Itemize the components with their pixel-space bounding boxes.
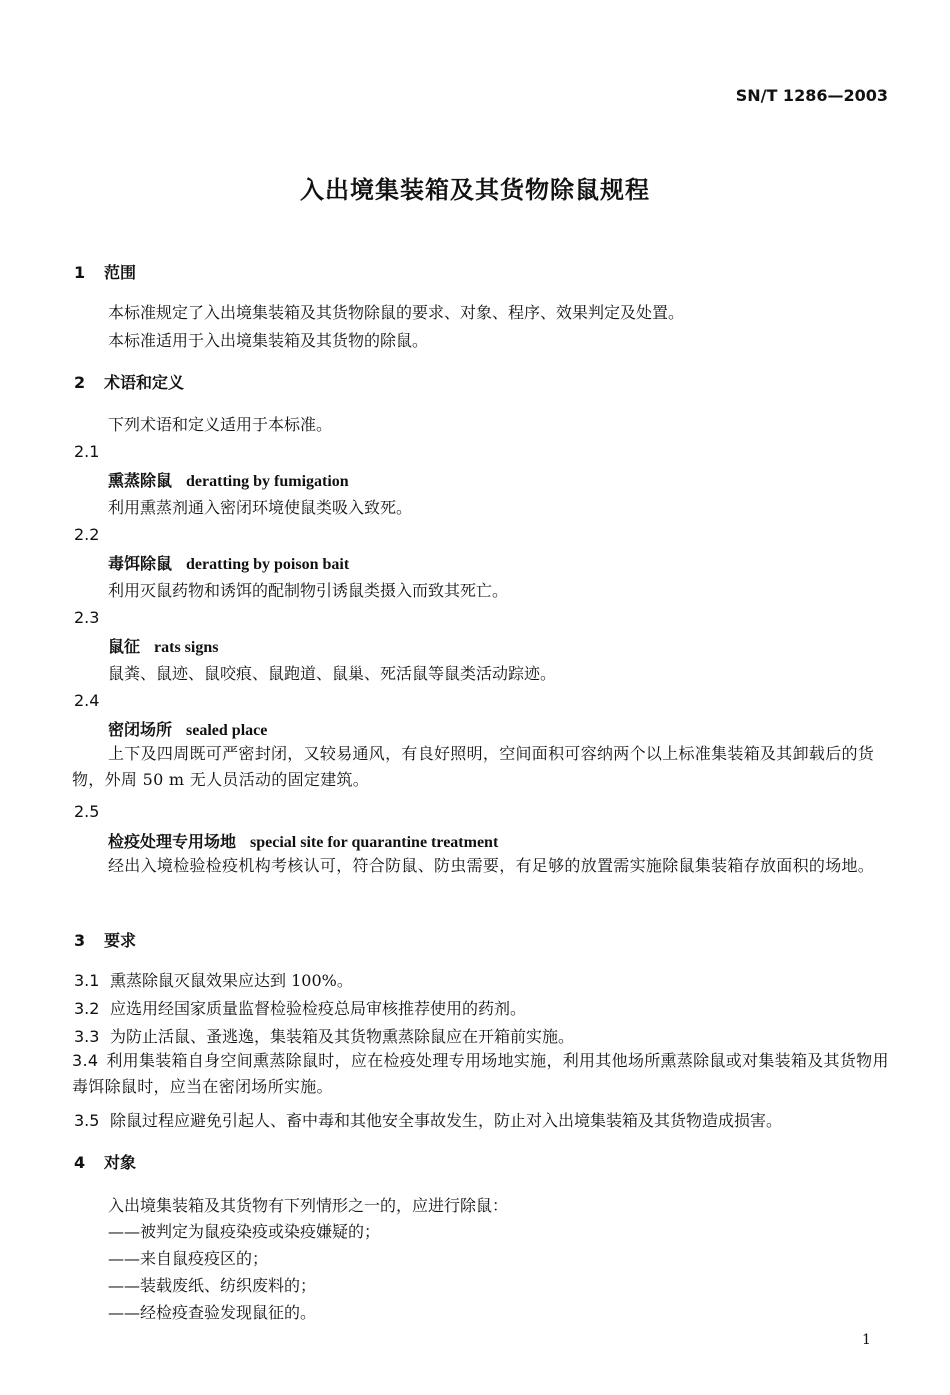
term-definition: 鼠粪、鼠迹、鼠咬痕、鼠跑道、鼠巢、死活鼠等鼠类活动踪迹。: [108, 664, 557, 683]
requirement-item: [74, 1024, 574, 1047]
requirement-text: 为防止活鼠、蚤逃逸，集装箱及其货物熏蒸除鼠应在开箱前实施。: [110, 1027, 575, 1046]
term-heading: [108, 634, 218, 657]
requirement-text: 应选用经国家质量监督检验检疫总局审核推荐使用的药剂。: [110, 999, 527, 1018]
term-en: sealed place: [186, 722, 268, 739]
section-number: 3: [74, 931, 86, 950]
term-en: deratting by fumigation: [186, 473, 349, 490]
list-item: ——来自鼠疫疫区的；: [108, 1249, 269, 1268]
term-zh: 密闭场所: [108, 720, 173, 739]
clause-number: 2.2: [74, 525, 100, 544]
list-item: ——经检疫查验发现鼠征的。: [108, 1303, 317, 1322]
term-definition: 利用灭鼠药物和诱饵的配制物引诱鼠类摄入而致其死亡。: [108, 581, 509, 600]
section-number: 2: [74, 373, 86, 392]
section-title: 对象: [104, 1153, 137, 1172]
term-zh: 鼠征: [108, 637, 141, 656]
requirement-text: 除鼠过程应避免引起人、畜中毒和其他安全事故发生，防止对入出境集装箱及其货物造成损害。: [110, 1111, 783, 1130]
term-definition: 经出入境检验检疫机构考核认可，符合防鼠、防虫需要，有足够的放置需实施除鼠集装箱存放面积的场地。: [108, 856, 875, 875]
term-heading: [108, 468, 349, 491]
paragraph: 下列术语和定义适用于本标准。: [108, 415, 333, 434]
term-definition: 上下及四周既可严密封闭，又较易通风，有良好照明，空间面积可容纳两个以上标准集装箱及其卸载后的货物，外周 50 m 无人员活动的固定建筑。: [72, 744, 875, 789]
paragraph: 入出境集装箱及其货物有下列情形之一的，应进行除鼠：: [108, 1196, 509, 1215]
requirement-number: 3.4: [72, 1051, 99, 1070]
term-en: special site for quarantine treatment: [250, 834, 499, 851]
term-heading: [108, 551, 349, 574]
section-title: 要求: [104, 931, 137, 950]
requirement-text: 熏蒸除鼠灭鼠效果应达到 100%。: [110, 971, 353, 990]
page-number: 1: [862, 1332, 871, 1348]
requirement-item: [74, 996, 526, 1019]
requirement-text: 利用集装箱自身空间熏蒸除鼠时，应在检疫处理专用场地实施，利用其他场所熏蒸除鼠或对集装箱及其货物用毒饵除鼠时，应当在密闭场所实施。: [72, 1051, 889, 1096]
term-en: deratting by poison bait: [186, 556, 350, 573]
clause-number: 2.1: [74, 442, 100, 461]
term-en: rats signs: [154, 639, 219, 656]
standard-code: SN/T 1286—2003: [735, 86, 888, 105]
term-zh: 检疫处理专用场地: [108, 832, 237, 851]
term-zh: 毒饵除鼠: [108, 554, 173, 573]
clause-number: 2.3: [74, 608, 100, 627]
clause-number: 2.4: [74, 691, 100, 710]
section-number: 4: [74, 1153, 86, 1172]
term-zh: 熏蒸除鼠: [108, 471, 173, 490]
paragraph: 本标准适用于入出境集装箱及其货物的除鼠。: [108, 331, 429, 350]
term-heading: [108, 829, 498, 852]
document-title: 入出境集装箱及其货物除鼠规程: [300, 176, 650, 204]
section-1-heading: [74, 260, 136, 283]
paragraph: 本标准规定了入出境集装箱及其货物除鼠的要求、对象、程序、效果判定及处置。: [108, 303, 685, 322]
list-item: ——装载废纸、纺织废料的；: [108, 1276, 317, 1295]
list-item: ——被判定为鼠疫染疫或染疫嫌疑的；: [108, 1222, 381, 1241]
requirement-item: [74, 968, 353, 991]
section-title: 术语和定义: [104, 373, 185, 392]
requirement-number: 3.5: [74, 1111, 100, 1130]
section-2-heading: [74, 370, 184, 393]
section-4-heading: [74, 1150, 136, 1173]
section-3-heading: [74, 928, 136, 951]
term-heading: [108, 717, 267, 740]
requirement-item: [72, 1048, 890, 1100]
section-title: 范围: [104, 263, 137, 282]
section-number: 1: [74, 263, 86, 282]
requirement-number: 3.1: [74, 971, 100, 990]
term-definition: 利用熏蒸剂通入密闭环境使鼠类吸入致死。: [108, 498, 413, 517]
requirement-number: 3.2: [74, 999, 100, 1018]
requirement-number: 3.3: [74, 1027, 100, 1046]
requirement-item: [74, 1108, 782, 1131]
clause-number: 2.5: [74, 802, 100, 821]
